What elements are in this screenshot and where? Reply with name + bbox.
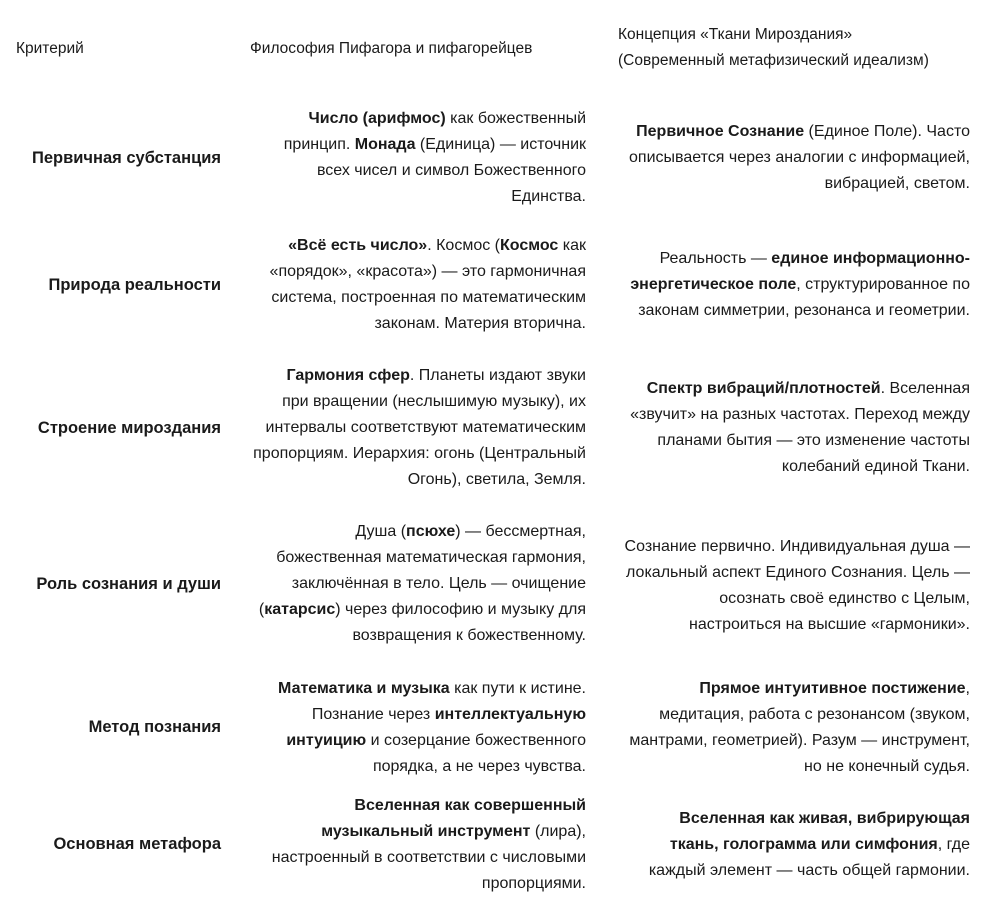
text-fragment: Реальность —	[659, 250, 772, 267]
cell-line	[232, 728, 586, 754]
text-fragment: планами бытия — это изменение частоты	[657, 432, 970, 449]
row-criterion: Строение мироздания	[37, 419, 221, 437]
text-fragment: медитация, работа с резонансом (звуком,	[659, 706, 970, 723]
cell-line	[596, 586, 970, 612]
text-fragment: пропорциям. Иерархия: огонь (Центральный	[253, 445, 586, 462]
cell-line	[596, 171, 970, 197]
cell-line	[232, 441, 586, 467]
bold-term: Космос	[499, 237, 559, 254]
row-pythagoras	[232, 519, 586, 649]
text-fragment: «порядок», «красота») — это гармоничная	[269, 263, 586, 280]
row-criterion: Метод познания	[88, 718, 221, 736]
text-fragment: интервалы соответствуют математическим	[265, 419, 586, 436]
text-fragment: (лира),	[530, 823, 586, 840]
text-fragment: осознать своё единство с Целым,	[719, 590, 970, 607]
header-criterion: Критерий	[16, 40, 84, 57]
row-pythagoras	[232, 793, 586, 897]
cell-line	[232, 184, 586, 210]
cell-line	[596, 754, 970, 780]
cell-line	[596, 454, 970, 480]
cell-line	[596, 612, 970, 638]
text-fragment: , где	[937, 836, 970, 853]
bold-term: музыкальный инструмент	[321, 823, 531, 840]
bold-term: Вселенная как живая, вибрирующая	[679, 810, 970, 827]
cell-line	[596, 119, 970, 145]
text-fragment: и созерцание божественного	[366, 732, 586, 749]
cell-line	[232, 233, 586, 259]
cell-line	[596, 246, 970, 272]
cell-line	[232, 311, 586, 337]
cell-line	[232, 285, 586, 311]
bold-term: катарсис	[264, 601, 336, 618]
text-fragment: ) через философию и музыку для	[335, 601, 586, 618]
text-fragment: порядка, а не через чувства.	[372, 758, 586, 775]
cell-line	[232, 597, 586, 623]
bold-term: «Всё есть число»	[288, 237, 428, 254]
cell-line	[232, 571, 586, 597]
row-pythagoras	[232, 233, 586, 337]
bold-term: Вселенная как совершенный	[354, 797, 586, 814]
row-criterion: Роль сознания и души	[36, 575, 221, 593]
cell-line	[596, 858, 970, 884]
bold-term: энергетическое поле	[630, 276, 797, 293]
cell-line	[232, 259, 586, 285]
text-fragment: пропорциями.	[481, 875, 586, 892]
cell-line	[232, 702, 586, 728]
cell-line	[596, 376, 970, 402]
cell-line	[596, 145, 970, 171]
text-fragment: Единства.	[511, 188, 586, 205]
row-pythagoras	[232, 106, 586, 210]
cell-line	[232, 754, 586, 780]
header-fabric	[618, 22, 929, 74]
row-pythagoras	[232, 363, 586, 493]
row-fabric	[596, 246, 970, 324]
text-fragment: «звучит» на разных частотах. Переход между	[630, 406, 970, 423]
text-fragment: при вращении (неслышимую музыку), их	[282, 393, 586, 410]
text-fragment: Душа (	[355, 523, 407, 540]
row-fabric	[596, 376, 970, 480]
text-fragment: мантрами, геометрией). Разум — инструмент,	[629, 732, 970, 749]
text-fragment: принцип.	[283, 136, 355, 153]
cell-line	[596, 702, 970, 728]
row-fabric	[596, 676, 970, 780]
cell-line	[596, 676, 970, 702]
bold-term: интуицию	[286, 732, 367, 749]
text-fragment: Огонь), светила, Земля.	[407, 471, 586, 488]
row-fabric	[596, 534, 970, 638]
header-fabric-line1: Концепция «Ткани Мироздания»	[618, 26, 853, 43]
text-fragment: как божественный	[445, 110, 586, 127]
text-fragment: как	[558, 237, 586, 254]
cell-line	[232, 106, 586, 132]
bold-term: Первичное Сознание	[636, 123, 805, 140]
cell-line	[596, 402, 970, 428]
cell-line	[232, 676, 586, 702]
row-fabric	[596, 119, 970, 197]
cell-line	[596, 560, 970, 586]
cell-line	[232, 415, 586, 441]
cell-line	[232, 871, 586, 897]
text-fragment: . Космос (	[427, 237, 500, 254]
bold-term: псюхе	[406, 523, 456, 540]
text-fragment: колебаний единой Ткани.	[781, 458, 970, 475]
text-fragment: , структурированное по	[796, 276, 970, 293]
text-fragment: божественная математическая гармония,	[276, 549, 586, 566]
cell-line	[232, 623, 586, 649]
cell-line	[232, 132, 586, 158]
bold-term: Монада	[354, 136, 416, 153]
text-fragment: система, построенная по математическим	[271, 289, 586, 306]
text-fragment: ,	[965, 680, 970, 697]
cell-line	[596, 806, 970, 832]
text-fragment: законам. Материя вторична.	[374, 315, 586, 332]
bold-term: ткань, голограмма или симфония	[669, 836, 938, 853]
text-fragment: . Вселенная	[880, 380, 970, 397]
text-fragment: (Единица) — источник	[415, 136, 586, 153]
text-fragment: ) — бессмертная,	[455, 523, 586, 540]
cell-line	[596, 298, 970, 324]
cell-line	[232, 389, 586, 415]
text-fragment: описывается через аналогии с информацией,	[629, 149, 970, 166]
text-fragment: настроиться на высшие «гармоники».	[689, 616, 970, 633]
text-fragment: законам симметрии, резонанса и геометрии.	[638, 302, 970, 319]
row-criterion: Природа реальности	[48, 276, 221, 294]
cell-line	[596, 728, 970, 754]
header-fabric-line2: (Современный метафизический идеализм)	[618, 52, 929, 69]
row-pythagoras	[232, 676, 586, 780]
text-fragment: всех чисел и символ Божественного	[316, 162, 586, 179]
cell-line	[232, 467, 586, 493]
text-fragment: Познание через	[311, 706, 435, 723]
text-fragment: возвращения к божественному.	[352, 627, 586, 644]
cell-line	[232, 158, 586, 184]
cell-line	[596, 534, 970, 560]
cell-line	[232, 545, 586, 571]
bold-term: единое информационно-	[771, 250, 970, 267]
cell-line	[232, 363, 586, 389]
bold-term: Гармония сфер	[286, 367, 410, 384]
text-fragment: каждый элемент — часть общей гармонии.	[648, 862, 970, 879]
cell-line	[232, 793, 586, 819]
text-fragment: настроенный в соответствии с числовыми	[271, 849, 586, 866]
bold-term: Спектр вибраций/плотностей	[646, 380, 881, 397]
cell-line	[232, 845, 586, 871]
bold-term: интеллектуальную	[434, 706, 586, 723]
text-fragment: (Единое Поле). Часто	[804, 123, 970, 140]
cell-line	[596, 272, 970, 298]
cell-line	[232, 819, 586, 845]
row-fabric	[596, 806, 970, 884]
text-fragment: (	[258, 601, 265, 618]
text-fragment: но не конечный судья.	[804, 758, 970, 775]
bold-term: Математика и музыка	[278, 680, 450, 697]
bold-term: Число (арифмос)	[308, 110, 446, 127]
text-fragment: локальный аспект Единого Сознания. Цель —	[626, 564, 970, 581]
row-criterion: Первичная субстанция	[32, 149, 221, 167]
cell-line	[232, 519, 586, 545]
text-fragment: заключённая в тело. Цель — очищение	[291, 575, 586, 592]
text-fragment: . Планеты издают звуки	[409, 367, 586, 384]
bold-term: Прямое интуитивное постижение	[699, 680, 966, 697]
cell-line	[596, 832, 970, 858]
text-fragment: Сознание первично. Индивидуальная душа —	[624, 538, 970, 555]
text-fragment: вибрацией, светом.	[824, 175, 970, 192]
row-criterion: Основная метафора	[53, 835, 221, 853]
header-pythagoras: Философия Пифагора и пифагорейцев	[250, 40, 533, 57]
cell-line	[596, 428, 970, 454]
text-fragment: как пути к истине.	[449, 680, 586, 697]
